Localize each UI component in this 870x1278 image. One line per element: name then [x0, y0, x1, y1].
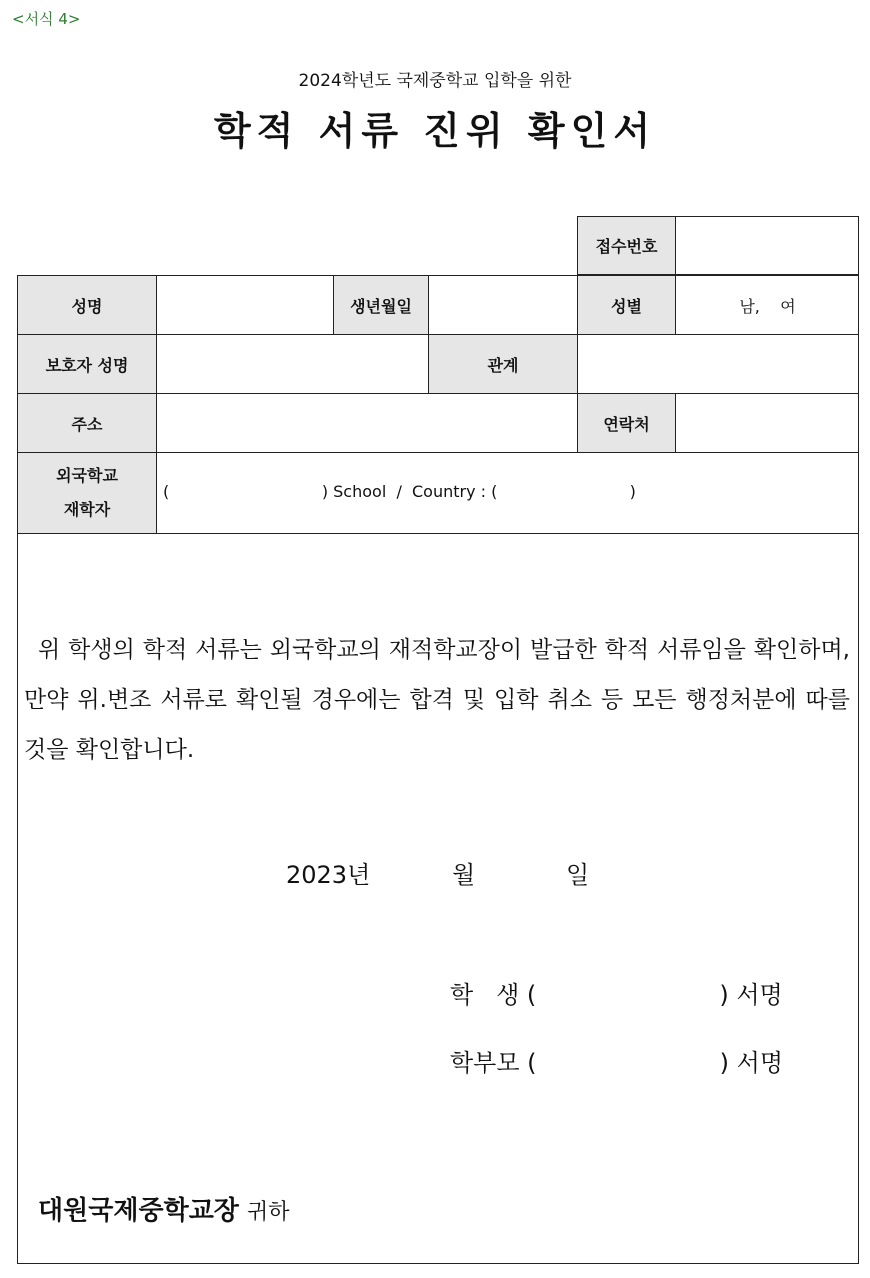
name-field[interactable] — [157, 276, 333, 334]
addressee-name: 대원국제중학교장 — [38, 1196, 239, 1226]
date-year: 2023년 — [286, 861, 371, 889]
relation-label: 관계 — [429, 335, 577, 393]
document-subtitle: 2024학년도 국제중학교 입학을 위한 — [298, 71, 572, 91]
name-label: 성명 — [18, 276, 156, 334]
foreign-school-label: 외국학교 재학자 — [18, 453, 156, 533]
gender-label: 성별 — [578, 276, 675, 334]
guardian-name-field[interactable] — [157, 335, 428, 393]
student-signature-line[interactable]: 학 생 ( ) 서명 — [450, 981, 783, 1009]
date-month[interactable]: 월 — [452, 861, 476, 889]
contact-label: 연락처 — [578, 394, 675, 452]
address-field[interactable] — [157, 394, 577, 452]
confirmation-statement: 위 학생의 학적 서류는 외국학교의 재적학교장이 발급한 학적 서류임을 확인하며, 만약 위.변조 서류로 확인될 경우에는 합격 및 입학 취소 등 모든 행정처분에 따를 것을 확인합니다. — [24, 637, 850, 763]
relation-field[interactable] — [578, 335, 859, 393]
document-title: 학적 서류 진위 확인서 — [213, 109, 657, 153]
gender-options[interactable]: 남, 여 — [739, 296, 796, 316]
guardian-name-label: 보호자 성명 — [18, 335, 156, 393]
form-number: <서식 4> — [12, 10, 81, 28]
date-day[interactable]: 일 — [566, 861, 590, 889]
birthdate-label: 생년월일 — [334, 276, 428, 334]
school-country-field[interactable]: ( ) School / Country : ( ) — [163, 482, 636, 501]
contact-field[interactable] — [676, 394, 859, 452]
parent-signature-line[interactable]: 학부모 ( ) 서명 — [450, 1049, 783, 1077]
address-label: 주소 — [18, 394, 156, 452]
receipt-number-label: 접수번호 — [577, 216, 676, 275]
receipt-number-field[interactable] — [675, 216, 859, 275]
addressee — [38, 1190, 289, 1227]
birthdate-field[interactable] — [429, 276, 577, 334]
addressee-suffix: 귀하 — [246, 1200, 290, 1225]
